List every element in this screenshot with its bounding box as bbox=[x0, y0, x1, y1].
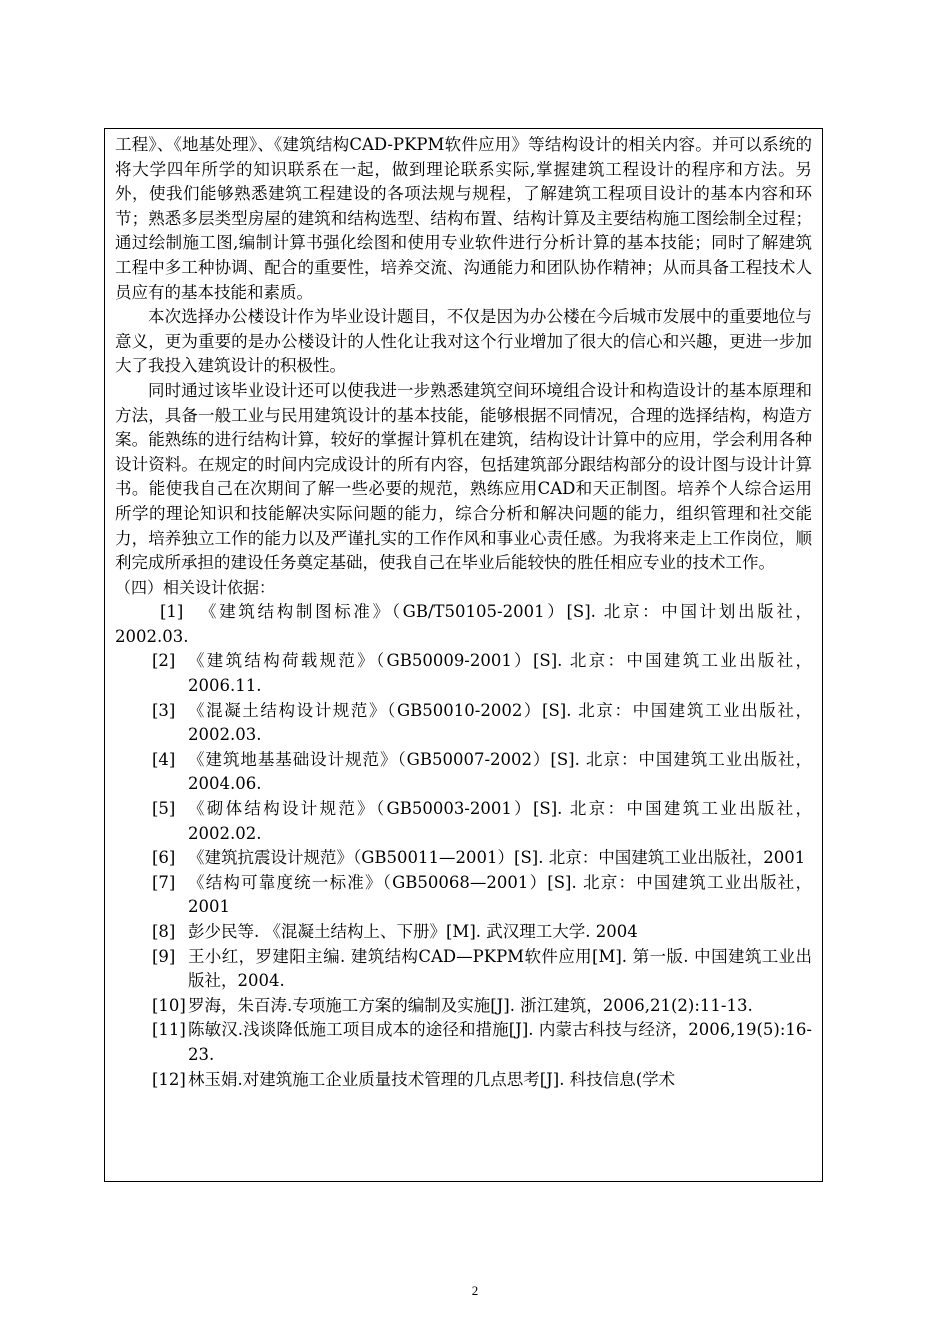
reference-text: 《混凝土结构设计规范》（GB50010-2002）[S]. 北京：中国建筑工业出版社，2002.03. bbox=[188, 700, 812, 745]
reference-item bbox=[115, 871, 812, 920]
reference-number: [12] bbox=[152, 1069, 186, 1089]
document-table-frame bbox=[104, 128, 823, 1182]
reference-text: 《砌体结构设计规范》（GB50003-2001）[S]. 北京：中国建筑工业出版社，2002.02. bbox=[188, 799, 812, 843]
reference-number: [10] bbox=[152, 995, 186, 1015]
reference-number: [9] bbox=[152, 946, 176, 966]
reference-item bbox=[115, 1068, 812, 1093]
reference-number: [3] bbox=[152, 700, 176, 720]
reference-text: 《建筑结构荷载规范》（GB50009-2001）[S]. 北京：中国建筑工业出版社，2006.11. bbox=[188, 651, 812, 696]
reference-item bbox=[115, 994, 812, 1019]
reference-number: [7] bbox=[152, 872, 176, 892]
section-heading: （四）相关设计依据： bbox=[115, 577, 276, 597]
reference-text: 《建筑抗震设计规范》（GB50011—2001）[S]. 北京：中国建筑工业出版社，2001 bbox=[188, 848, 806, 868]
reference-item bbox=[115, 1018, 812, 1067]
reference-text: 《结构可靠度统一标准》（GB50068—2001）[S]. 北京：中国建筑工业出版社，2001 bbox=[188, 872, 812, 917]
body-paragraph-3: 同时通过该毕业设计还可以使我进一步熟悉建筑空间环境组合设计和构造设计的基本原理和方法，具备一般工业与民用建筑设计的基本技能，能够根据不同情况，合理的选择结构，构造方案。能熟练的进行结构计算，较好的掌握计算机在建筑，结构设计计算中的应用，学会利用各种设计资料。在规定的时间内完成设计的所有内容，包括建筑部分跟结构部分的设计图与设计计算书。能使我自己在次期间了解一些必要的规范，熟练应用CAD和天正制图。培养个人综合运用所学的理论知识和技能解决实际问题的能力，综合分析和解决问题的能力，组织管理和社交能力，培养独立工作的能力以及严谨扎实的工作作风和事业心责任感。为我将来走上工作岗位，顺利完成所承担的建设任务奠定基础，使我自己在毕业后能较快的胜任相应专业的技术工作。 bbox=[115, 380, 812, 573]
page-number: 2 bbox=[471, 1283, 479, 1298]
reference-number: [11] bbox=[152, 1020, 186, 1040]
reference-text: 罗海，朱百涛.专项施工方案的编制及实施[J]. 浙江建筑，2006,21(2):11-13. bbox=[188, 995, 753, 1015]
reference-item bbox=[115, 600, 812, 649]
body-paragraph-1: 工程》、《地基处理》、《建筑结构CAD-PKPM软件应用》等结构设计的相关内容。并可以系统的将大学四年所学的知识联系在一起，做到理论联系实际,掌握建筑工程设计的程序和方法。另外，使我们能够熟悉建筑工程建设的各项法规与规程，了解建筑工程项目设计的基本内容和环节；熟悉多层类型房屋的建筑和结构选型、结构布置、结构计算及主要结构施工图绘制全过程；通过绘制施工图,编制计算书强化绘图和使用专业软件进行分析计算的基本技能；同时了解建筑工程中多工种协调、配合的重要性，培养交流、沟通能力和团队协作精神；从而具备工程技术人员应有的基本技能和素质。 bbox=[115, 135, 812, 302]
reference-text: 《建筑结构制图标准》（GB/T50105-2001）[S]. 北京：中国计划出版社，2002.03. bbox=[115, 602, 812, 646]
reference-item bbox=[115, 797, 812, 846]
reference-item bbox=[115, 649, 812, 698]
reference-item bbox=[115, 699, 812, 748]
reference-list bbox=[115, 600, 812, 1092]
reference-item bbox=[115, 748, 812, 797]
reference-text: 《建筑地基基础设计规范》（GB50007-2002）[S]. 北京：中国建筑工业出版社，2004.06. bbox=[188, 749, 812, 794]
reference-number: [6] bbox=[152, 848, 176, 868]
reference-text: 彭少民等. 《混凝土结构上、下册》[M]. 武汉理工大学. 2004 bbox=[188, 922, 638, 941]
reference-item bbox=[115, 920, 812, 945]
reference-text: 林玉娟.对建筑施工企业质量技术管理的几点思考[J]. 科技信息(学术 bbox=[188, 1069, 676, 1089]
reference-number: [5] bbox=[152, 799, 176, 819]
reference-number: [1] bbox=[160, 602, 184, 622]
reference-item bbox=[115, 846, 812, 871]
reference-item bbox=[115, 945, 812, 994]
reference-number: [8] bbox=[152, 922, 176, 941]
reference-text: 陈敏汉.浅谈降低施工项目成本的途径和措施[J]. 内蒙古科技与经济，2006,19(5):16-23. bbox=[188, 1020, 812, 1064]
reference-number: [4] bbox=[152, 749, 176, 769]
document-content bbox=[115, 133, 812, 1092]
reference-number: [2] bbox=[152, 651, 176, 671]
reference-text: 王小红，罗建阳主编. 建筑结构CAD—PKPM软件应用[M]. 第一版. 中国建筑工业出版社，2004. bbox=[188, 946, 812, 991]
body-paragraph-2: 本次选择办公楼设计作为毕业设计题目，不仅是因为办公楼在今后城市发展中的重要地位与意义，更为重要的是办公楼设计的人性化让我对这个行业增加了很大的信心和兴趣，更进一步加大了我投入建筑设计的积极性。 bbox=[115, 307, 812, 376]
